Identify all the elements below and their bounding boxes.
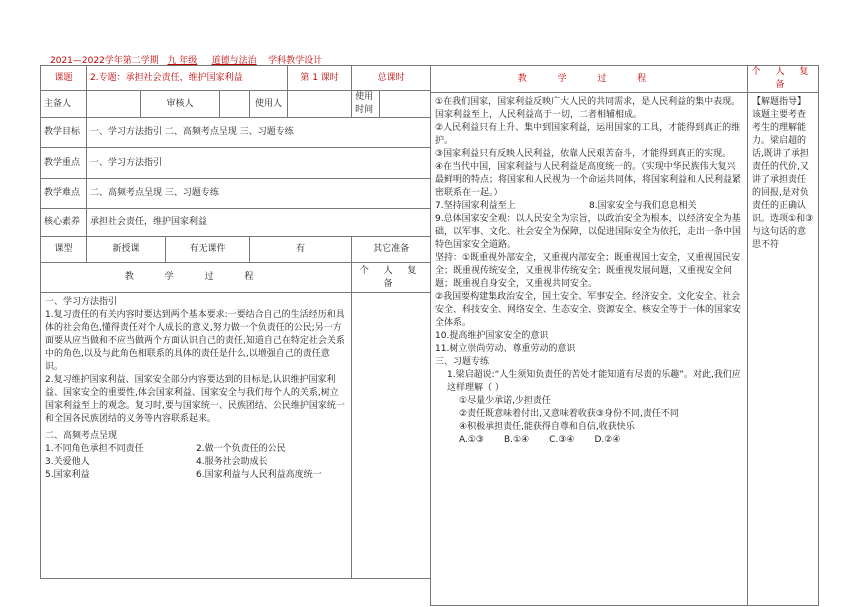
other-prep-label: 其它准备 [352,237,431,263]
content-item-2: ②人民利益只有上升、集中到国家利益，运用国家的工具，才能得到真正的维护。 [435,123,741,146]
subject: 道德与法治 [211,56,257,66]
point-11: 11.树立崇尚劳动、尊重劳动的意识 [435,344,576,354]
point-9: 9.总体国家安全观：以人民安全为宗旨，以政治安全为根本，以经济安全为基础，以军事、文化、社会安全为保障，以促进国际安全为依托，走出一条中国特色国家安全道路。 [435,214,742,250]
school-year: 2021—2022学年第二学期 [50,56,159,66]
left-process-header: 教 学 过 程 [41,263,352,293]
grade: 九 年级 [167,56,198,66]
use-time-label: 使用时间 [352,91,380,118]
question-1: 1.梁启超说:“人生须知负责任的苦处才能知道有尽责的乐趣”。对此,我们应这样理解（ ） [447,370,741,393]
goals-value: 一、学习方法指引 二、高频考点呈现 三、习题专练 [87,118,431,148]
right-table [430,65,819,606]
method-paragraph-2: 2.复习维护国家利益、国家安全部分内容要达到的目标是,认识维护国家利益、国家安全的重要性,体会国家利益、国家安全与我们每个人的关系,树立国家利益至上的观念。复习时,要与国家统一、民族团结、公民维护国家统一和全国各民族团结的义务等内容联系起来。 [45,375,345,424]
point-item: 5.国家利益 [45,470,90,480]
option-line-2: ②责任既意味着付出,又意味着收获③身份不同,责任不同 [459,409,679,419]
point-item: 2.做一个负责任的公民 [196,444,286,454]
content-item-3: ③国家利益只有反映人民利益，依靠人民艰苦奋斗，才能得到真正的实现。 [435,149,732,159]
key-points-label: 教学重点 [41,148,87,179]
preparer-value [87,91,141,118]
point-10: 10.提高维护国家安全的意识 [435,331,549,341]
topic-value: 2.专题：承担社会责任，维护国家利益 [87,66,288,91]
right-process-content [431,93,748,606]
right-personal-header: 个 人 复 备 [748,66,819,93]
point-9-system: ②我国要构建集政治安全，国土安全、军事安全、经济安全、文化安全、社会安全、科技安全、网络安全、生态安全、资源安全、核安全等于一体的国家安全体系。 [435,292,742,328]
reviewer-label: 审核人 [141,91,220,118]
point-7: 7.坚持国家利益至上 [435,201,516,211]
option-line-3: ④积极承担责任,能获得自尊和自信,收获快乐 [459,422,635,432]
content-item-4: ④在当代中国，国家利益与人民利益是高度统一的。（实现中华民族伟大复兴最鲜明的特点；将国家和人民视为一个命运共同体，将国家利益和人民利益紧密联系在一起。） [435,162,742,198]
courseware-label: 有无课件 [166,237,250,263]
answer-option: B.①④ [504,435,530,445]
core-value: 承担社会责任，维护国家利益 [87,209,431,237]
type-label: 课型 [41,237,87,263]
point-item: 4.服务社会助成长 [196,457,268,467]
method-section-title: 一、学习方法指引 [45,297,118,307]
core-label: 核心素养 [41,209,87,237]
goals-label: 教学目标 [41,118,87,148]
answer-option: A.①③ [459,435,484,445]
points-section-title: 二、高频考点呈现 [45,431,118,441]
point-9-persist: 坚持：①既重视外部安全，又重视内部安全；既重视国土安全，又重视国民安全；既重视传统安全，又重视非传统安全；既重视发展问题，又重视安全问题；既重视自身安全，又重视共同安全。 [435,253,741,289]
point-item: 6.国家利益与人民利益高度统一 [196,470,322,480]
total-lessons: 总课时 [352,66,431,91]
point-8: 8.国家安全与我们息息相关 [589,201,697,211]
preparer-label: 主备人 [41,91,87,118]
answer-option: D.②④ [594,435,621,445]
solution-guidance: 【解题指导】该题主要考查考生的理解能力。梁启超的话,既讲了承担责任的代价,又讲了承担责任的回报,是对负责任的正确认识。选项①和③与这句话的意思不符 [752,97,814,250]
left-process-content [41,293,352,579]
key-points-value: 一、学习方法指引 [87,148,431,179]
answer-option: C.③④ [549,435,575,445]
use-time-value [380,91,431,118]
user-value [288,91,352,118]
design-title: 学科教学设计 [268,56,323,66]
point-item: 3.关爱他人 [45,457,90,467]
user-label: 使用人 [250,91,288,118]
lesson-count: 第 1 课时 [288,66,352,91]
answer-options [435,434,743,447]
exercise-section-title: 三、习题专练 [435,357,490,367]
type-value: 新授课 [87,237,166,263]
method-paragraph-1: 1.复习责任的有关内容时要达到两个基本要求:一要结合自己的生活经历和具体的社会角色,懂得责任对个人成长的意义,努力做一个负责任的公民;另一方面要从应当做和不应当做两个方面认识自己的责任,知道自己在特定社会关系中的角色,以及与此角色相联系的具体的责任是什么,以增强自己的责任意识。 [45,310,345,372]
topic-label: 课题 [41,66,87,91]
content-item-1: ①在我们国家，国家利益反映广大人民的共同需求，是人民利益的集中表现。国家利益至上，人民利益高于一切，二者相辅相成。 [435,97,741,120]
points-7-8 [435,200,743,213]
left-personal-header: 个 人 复 备 [352,263,431,293]
right-personal-content [748,93,819,606]
point-item: 1.不同角色承担不同责任 [45,444,144,454]
left-personal-content [352,293,431,579]
difficulties-label: 教学难点 [41,179,87,209]
right-process-header: 教 学 过 程 [431,66,748,93]
reviewer-value [220,91,250,118]
points-list [45,443,347,482]
left-table [40,65,431,579]
option-line-1: ①尽量少承诺,少担责任 [459,396,551,406]
courseware-value: 有 [250,237,352,263]
difficulties-value: 二、高频考点呈现 三、习题专练 [87,179,431,209]
